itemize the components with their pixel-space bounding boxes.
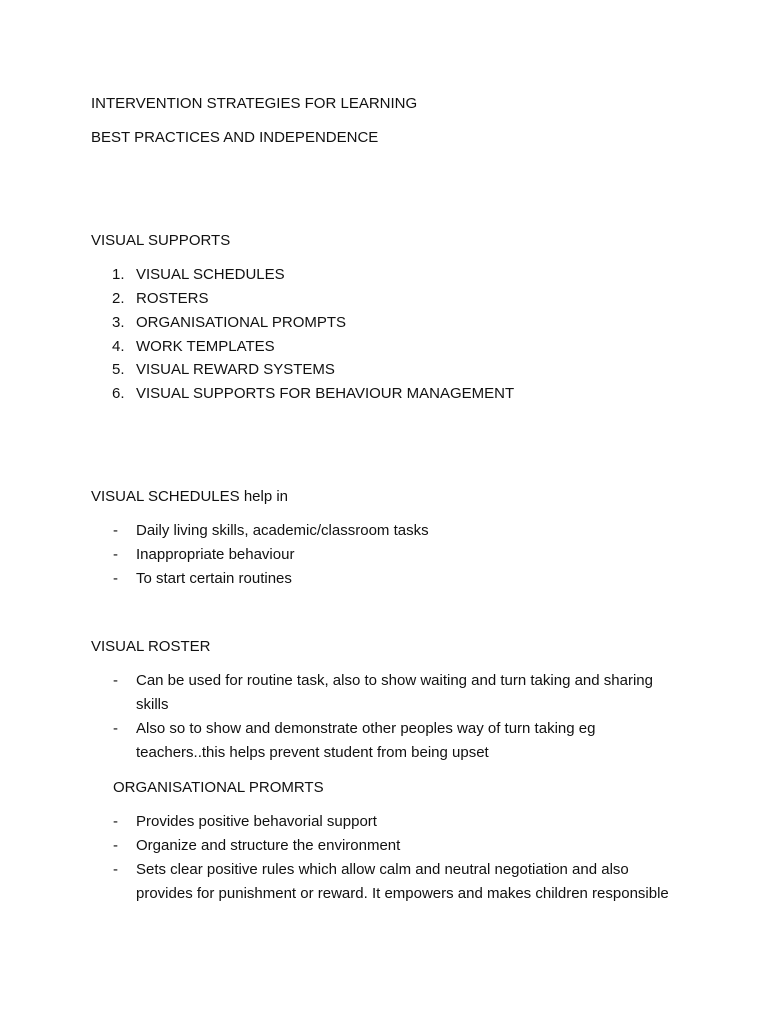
list-item: Daily living skills, academic/classroom tasks: [136, 522, 429, 539]
section-heading-visual-supports: VISUAL SUPPORTS: [91, 232, 231, 249]
list-item: ROSTERS: [136, 290, 209, 307]
dash-bullet: -: [113, 837, 118, 854]
document-subtitle: BEST PRACTICES AND INDEPENDENCE: [91, 129, 379, 146]
list-number: 5.: [112, 361, 125, 378]
list-item: Inappropriate behaviour: [136, 546, 295, 563]
dash-bullet: -: [113, 672, 118, 689]
dash-bullet: -: [113, 813, 118, 830]
section-heading-organisational-prompts: ORGANISATIONAL PROMRTS: [113, 779, 324, 796]
list-number: 2.: [112, 290, 125, 307]
list-item: VISUAL SCHEDULES: [136, 266, 285, 283]
section-heading-visual-schedules: VISUAL SCHEDULES help in: [91, 488, 289, 505]
list-item: Sets clear positive rules which allow calm and neutral negotiation and also provides for punishment or reward. It empowers and makes children responsible: [136, 861, 669, 902]
list-item: Can be used for routine task, also to show waiting and turn taking and sharing skills: [136, 672, 653, 713]
list-item: Organize and structure the environment: [136, 837, 401, 854]
section-heading-visual-roster: VISUAL ROSTER: [91, 638, 211, 655]
dash-bullet: -: [113, 570, 118, 587]
list-item: WORK TEMPLATES: [136, 338, 275, 355]
list-item: To start certain routines: [136, 570, 292, 587]
dash-bullet: -: [113, 522, 118, 539]
list-number: 4.: [112, 338, 125, 355]
dash-bullet: -: [113, 546, 118, 563]
list-number: 6.: [112, 385, 125, 402]
dash-bullet: -: [113, 720, 118, 737]
list-item: Also so to show and demonstrate other peoples way of turn taking eg teachers..this helps prevent student from being upset: [136, 720, 596, 761]
list-item: Provides positive behavorial support: [136, 813, 377, 830]
list-number: 1.: [112, 266, 125, 283]
list-item: VISUAL REWARD SYSTEMS: [136, 361, 335, 378]
list-item: ORGANISATIONAL PROMPTS: [136, 314, 347, 331]
document-title: INTERVENTION STRATEGIES FOR LEARNING: [91, 95, 418, 112]
list-number: 3.: [112, 314, 125, 331]
dash-bullet: -: [113, 861, 118, 878]
list-item: VISUAL SUPPORTS FOR BEHAVIOUR MANAGEMENT: [136, 385, 515, 402]
